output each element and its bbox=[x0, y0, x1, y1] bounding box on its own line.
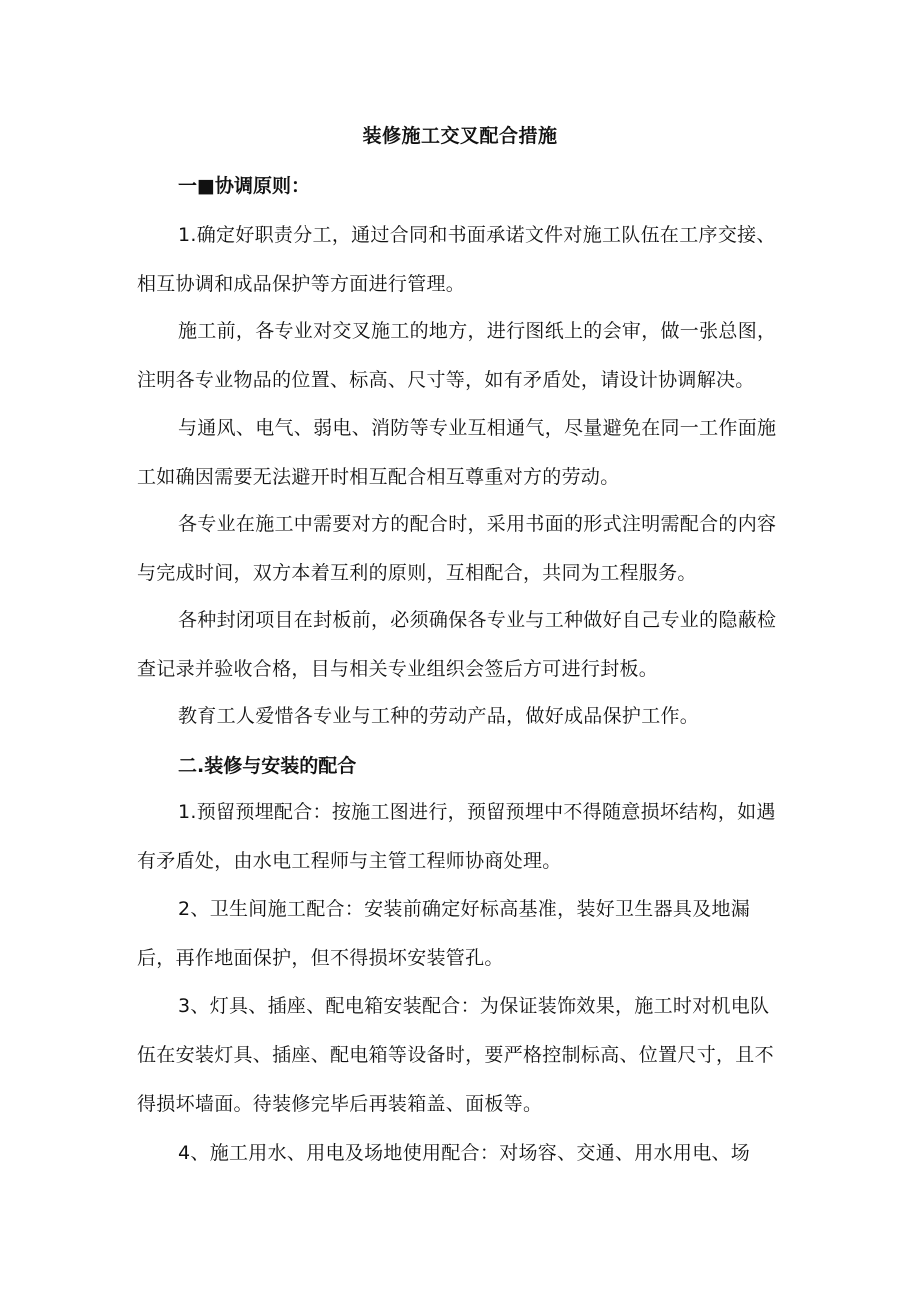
paragraph: 施工前，各专业对交叉施工的地方，进行图纸上的会审，做一张总图，注明各专业物品的位置、标高、尺寸等，如有矛盾处，请设计协调解决。 bbox=[137, 320, 777, 391]
paragraph: 教育工人爱惜各专业与工种的劳动产品，做好成品保护工作。 bbox=[178, 705, 700, 727]
paragraph: 与通风、电气、弱电、消防等专业互相通气，尽量避免在同一工作面施工如确因需要无法避开时相互配合相互尊重对方的劳动。 bbox=[137, 417, 777, 488]
paragraph: 2、卫生间施工配合：安装前确定好标高基准，装好卫生器具及地漏后，再作地面保护，但不得损坏安装管孔。 bbox=[137, 898, 751, 969]
document-title: 装修施工交叉配合措施 bbox=[362, 125, 558, 147]
paragraph: 1.预留预埋配合：按施工图进行，预留预埋中不得随意损坏结构，如遇有矛盾处，由水电工程师与主管工程师协商处理。 bbox=[137, 801, 776, 872]
paragraph: 4、施工用水、用电及场地使用配合：对场容、交通、用水用电、场 bbox=[178, 1142, 751, 1164]
paragraph: 各种封闭项目在封板前，必须确保各专业与工种做好自己专业的隐蔽检查记录并验收合格，目与相关专业组织会签后方可进行封板。 bbox=[137, 609, 777, 680]
paragraph: 各专业在施工中需要对方的配合时，采用书面的形式注明需配合的内容与完成时间，双方本着互利的原则，互相配合，共同为工程服务。 bbox=[137, 513, 777, 584]
paragraph: 3、灯具、插座、配电箱安装配合：为保证装饰效果，施工时对机电队伍在安装灯具、插座、配电箱等设备时，要严格控制标高、位置尺寸，且不得损坏墙面。待装修完毕后再装箱盖、面板等。 bbox=[137, 995, 774, 1115]
paragraph: 1.确定好职责分工，通过合同和书面承诺文件对施工队伍在工序交接、相互协调和成品保护等方面进行管理。 bbox=[137, 224, 776, 295]
section-heading-coordination: 一■协调原则： bbox=[178, 175, 310, 197]
section-heading-installation: 二.装修与安装的配合 bbox=[178, 755, 357, 777]
